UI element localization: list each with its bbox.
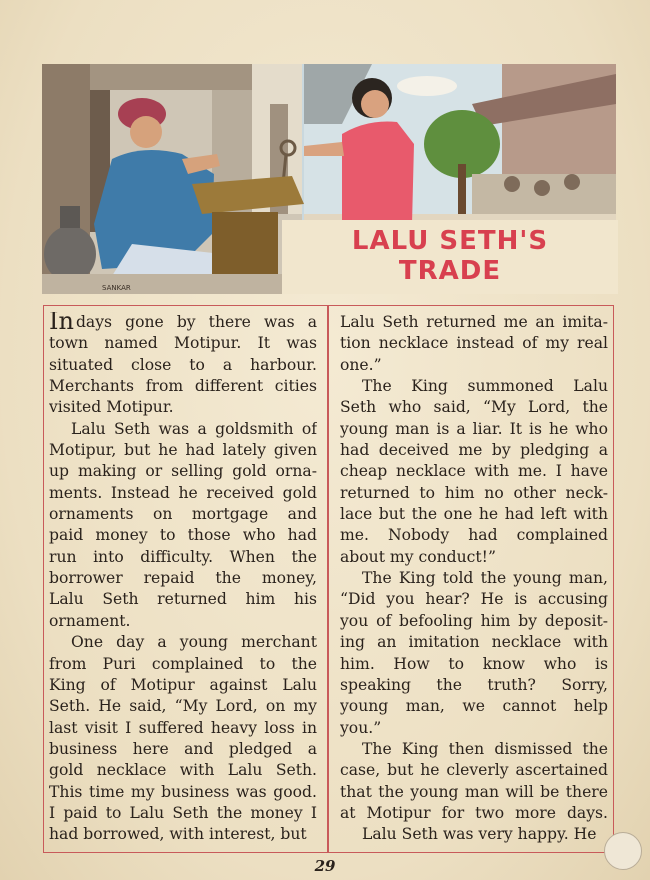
left-text-line	[49, 440, 317, 461]
left-text-line	[49, 504, 317, 525]
story-title-line-2: TRADE	[398, 256, 502, 286]
left-text-line	[49, 718, 317, 739]
line-text: visited Motipur.	[49, 398, 174, 417]
line-text: last visit I suffered heavy loss in	[49, 718, 317, 737]
line-text: from Puri complained to the	[49, 654, 317, 673]
line-text: The King then dismissed the	[362, 739, 608, 758]
line-text: returned to him no other neck-	[340, 483, 608, 502]
left-text-line	[49, 696, 317, 717]
line-text: This time my business was good.	[49, 782, 317, 801]
left-text-line	[49, 483, 317, 504]
left-text-line	[49, 568, 317, 589]
line-text: him. How to know who is	[340, 654, 608, 673]
line-text: “Did you hear? He is accusing	[340, 590, 608, 609]
left-text-line	[49, 312, 317, 333]
right-text-line	[340, 632, 608, 653]
left-text-line	[49, 824, 317, 845]
line-text: tion necklace instead of my real	[340, 334, 608, 353]
left-text-line	[49, 760, 317, 781]
line-text: King of Motipur against Lalu	[49, 675, 317, 694]
right-text-line	[340, 461, 608, 482]
line-text: case, but he cleverly ascertained	[340, 761, 608, 780]
story-title-line-1: LALU SETH'S	[351, 226, 549, 256]
line-text: Motipur, but he had lately given	[49, 441, 317, 460]
line-text: I paid to Lalu Seth the money I	[49, 803, 317, 822]
line-text: Lalu Seth returned him his	[49, 590, 317, 609]
right-text-line	[340, 589, 608, 610]
line-text: lace but the one he had left with	[340, 505, 608, 524]
left-text-line	[49, 589, 317, 610]
right-text-line	[340, 504, 608, 525]
line-text: town named Motipur. It was	[49, 334, 317, 353]
left-text-line	[49, 419, 317, 440]
left-text-line	[49, 782, 317, 803]
left-text-line	[49, 611, 317, 632]
line-text: ments. Instead he received gold	[49, 483, 317, 502]
right-text-line	[340, 355, 608, 376]
right-text-line	[340, 760, 608, 781]
right-text-line	[340, 376, 608, 397]
left-text-line	[49, 376, 317, 397]
line-text: at Motipur for two more days.	[340, 803, 608, 822]
left-text-line	[49, 525, 317, 546]
line-text: young man, we cannot help	[340, 697, 608, 716]
left-text-line	[49, 397, 317, 418]
right-text-line	[340, 824, 608, 845]
right-text-line	[340, 654, 608, 675]
line-text: run into difficulty. When the	[49, 547, 317, 566]
line-text: up making or selling gold orna-	[49, 462, 317, 481]
line-text: Merchants from different cities	[49, 377, 317, 396]
right-text-line	[340, 397, 608, 418]
right-text-line	[340, 312, 608, 333]
line-text: One day a young merchant	[71, 633, 317, 652]
left-text-line	[49, 547, 317, 568]
page-number: 29	[314, 857, 336, 875]
right-text-line	[340, 611, 608, 632]
line-text: you.”	[340, 718, 382, 737]
line-text: about my conduct!”	[340, 547, 496, 566]
line-text: cheap necklace with me. I have	[340, 462, 608, 481]
line-text: speaking the truth? Sorry,	[340, 675, 608, 694]
watermark-stamp-icon	[604, 832, 642, 870]
line-text: that the young man will be there	[340, 782, 608, 801]
line-text: paid money to those who had	[49, 526, 317, 545]
line-text: had deceived me by pledging a	[340, 441, 608, 460]
left-text-line	[49, 632, 317, 653]
line-text: ing an imitation necklace with	[340, 633, 608, 652]
right-text-line	[340, 333, 608, 354]
right-text-line	[340, 739, 608, 760]
illustration-signature: SANKAR	[102, 284, 131, 292]
drop-cap: In	[49, 312, 74, 334]
left-text-line	[49, 355, 317, 376]
line-text: ornament.	[49, 611, 131, 630]
right-text-line	[340, 803, 608, 824]
line-text: days gone by there was a	[75, 313, 317, 331]
right-text-line	[340, 547, 608, 568]
right-text-line	[340, 483, 608, 504]
right-text-line	[340, 675, 608, 696]
line-text: The King told the young man,	[362, 569, 608, 588]
right-text-line	[340, 419, 608, 440]
right-text-line	[340, 696, 608, 717]
line-text: Seth who said, “My Lord, the	[340, 398, 608, 417]
line-text: situated close to a harbour.	[49, 355, 317, 374]
line-text: ornaments on mortgage and	[49, 505, 317, 524]
right-text-line	[340, 718, 608, 739]
line-text: The King summoned Lalu	[362, 377, 608, 396]
line-text: one.”	[340, 355, 382, 374]
left-text-line	[49, 739, 317, 760]
left-text-line	[49, 675, 317, 696]
line-text: young man is a liar. It is he who	[340, 419, 608, 438]
line-text: Lalu Seth returned me an imita-	[340, 313, 608, 331]
line-text: Lalu Seth was a goldsmith of	[71, 419, 317, 438]
right-text-line	[340, 440, 608, 461]
line-text: gold necklace with Lalu Seth.	[49, 761, 317, 780]
line-text: me. Nobody had complained	[340, 526, 608, 545]
line-text: Lalu Seth was very happy. He	[362, 825, 597, 844]
line-text: Seth. He said, “My Lord, on my	[49, 697, 317, 716]
right-text-line	[340, 782, 608, 803]
left-text-line	[49, 461, 317, 482]
right-column	[340, 312, 608, 846]
left-text-line	[49, 803, 317, 824]
left-text-line	[49, 654, 317, 675]
right-text-line	[340, 525, 608, 546]
line-text: you of befooling him by deposit-	[340, 611, 608, 630]
column-divider	[327, 305, 329, 853]
right-text-line	[340, 568, 608, 589]
left-column	[49, 312, 317, 846]
line-text: borrower repaid the money,	[49, 569, 317, 588]
left-text-line	[49, 333, 317, 354]
line-text: business here and pledged a	[49, 739, 317, 758]
line-text: had borrowed, with interest, but	[49, 825, 307, 844]
